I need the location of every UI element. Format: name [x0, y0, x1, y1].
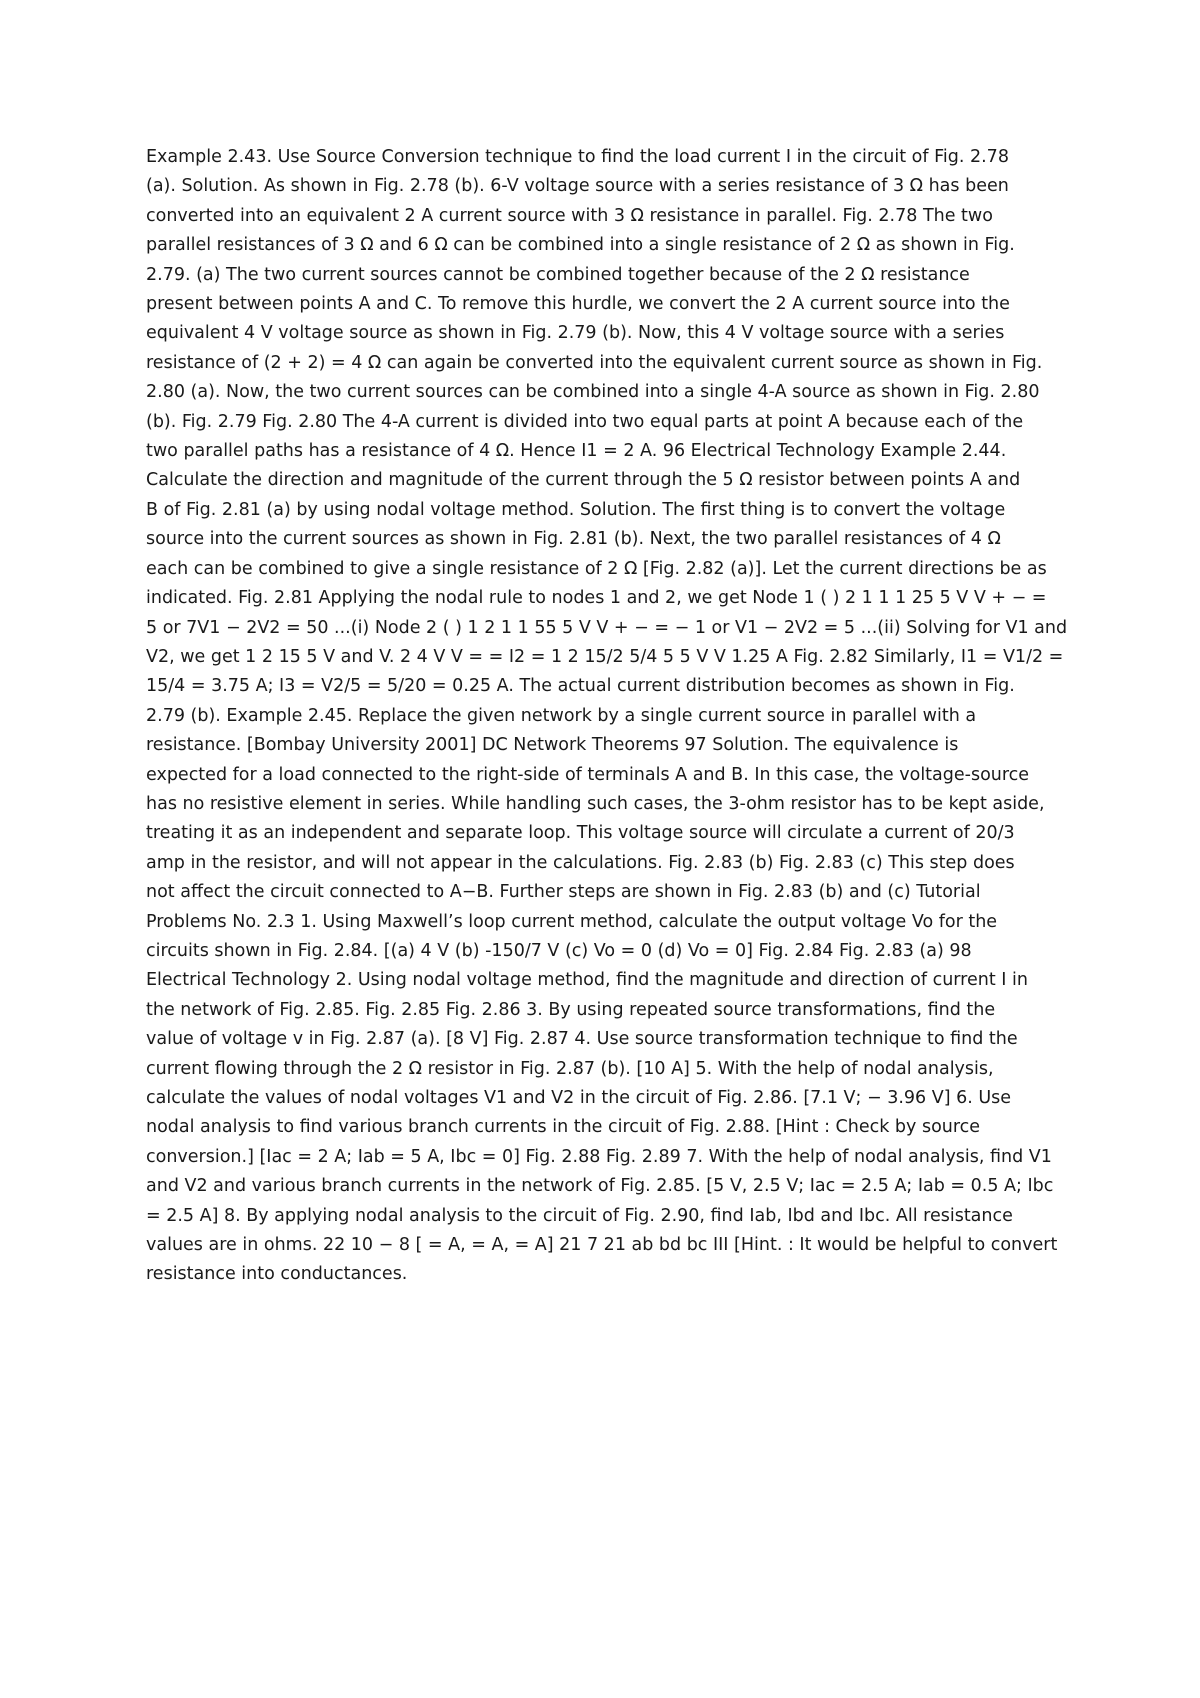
text-line: (a). Solution. As shown in Fig. 2.78 (b). 6-V voltage source with a series resistance of 3 Ω has been	[146, 176, 1009, 197]
text-line: value of voltage v in Fig. 2.87 (a). [8 V] Fig. 2.87 4. Use source transformation technique to find the	[146, 1029, 1018, 1050]
text-line: the network of Fig. 2.85. Fig. 2.85 Fig. 2.86 3. By using repeated source transformations, find the	[146, 999, 996, 1020]
text-line: (b). Fig. 2.79 Fig. 2.80 The 4-A current is divided into two equal parts at point A because each of the	[146, 411, 1024, 432]
text-line: has no resistive element in series. While handling such cases, the 3-ohm resistor has to be kept aside,	[146, 793, 1045, 814]
text-line: resistance of (2 + 2) = 4 Ω can again be converted into the equivalent current source as shown in Fig.	[146, 352, 1043, 373]
text-line: 2.79 (b). Example 2.45. Replace the given network by a single current source in parallel with a	[146, 705, 977, 726]
text-line: not affect the circuit connected to A−B. Further steps are shown in Fig. 2.83 (b) and (c) Tutorial	[146, 882, 981, 903]
text-line: each can be combined to give a single resistance of 2 Ω [Fig. 2.82 (a)]. Let the current directions be as	[146, 558, 1047, 579]
text-line: source into the current sources as shown in Fig. 2.81 (b). Next, the two parallel resistances of 4 Ω	[146, 529, 1001, 550]
text-line: V2, we get 1 2 15 5 V and V. 2 4 V V = = I2 = 1 2 15/2 5/4 5 5 V V 1.25 A Fig. 2.82 Similarly, I1 = V1/2 =	[146, 646, 1064, 667]
text-line: conversion.] [Iac = 2 A; Iab = 5 A, Ibc = 0] Fig. 2.88 Fig. 2.89 7. With the help of nodal analysis, find V1	[146, 1146, 1052, 1167]
text-line: equivalent 4 V voltage source as shown in Fig. 2.79 (b). Now, this 4 V voltage source with a series	[146, 323, 1005, 344]
text-line: Calculate the direction and magnitude of the current through the 5 Ω resistor between points A and	[146, 470, 1021, 491]
text-line: converted into an equivalent 2 A current source with 3 Ω resistance in parallel. Fig. 2.78 The two	[146, 205, 993, 226]
body-text	[146, 143, 1071, 1290]
text-line: values are in ohms. 22 10 − 8 [ = A, = A, = A] 21 7 21 ab bd bc III [Hint. : It would be helpful to convert	[146, 1235, 1058, 1256]
text-line: = 2.5 A] 8. By applying nodal analysis to the circuit of Fig. 2.90, find Iab, Ibd and Ibc. All resistance	[146, 1205, 1013, 1226]
text-line: Electrical Technology 2. Using nodal voltage method, find the magnitude and direction of current I in	[146, 970, 1028, 991]
text-line: expected for a load connected to the right-side of terminals A and B. In this case, the voltage-source	[146, 764, 1030, 785]
text-line: calculate the values of nodal voltages V1 and V2 in the circuit of Fig. 2.86. [7.1 V; − 3.96 V] 6. Use	[146, 1088, 1012, 1108]
text-line: 15/4 = 3.75 A; I3 = V2/5 = 5/20 = 0.25 A. The actual current distribution becomes as shown in Fig.	[146, 676, 1015, 697]
text-line: circuits shown in Fig. 2.84. [(a) 4 V (b) -150/7 V (c) Vo = 0 (d) Vo = 0] Fig. 2.84 Fig. 2.83 (a) 98	[146, 940, 972, 961]
text-line: B of Fig. 2.81 (a) by using nodal voltage method. Solution. The first thing is to convert the voltage	[146, 499, 1006, 520]
text-line: Problems No. 2.3 1. Using Maxwell’s loop current method, calculate the output voltage Vo for the	[146, 911, 998, 932]
text-line: parallel resistances of 3 Ω and 6 Ω can be combined into a single resistance of 2 Ω as shown in Fig.	[146, 235, 1015, 256]
text-line: Example 2.43. Use Source Conversion technique to find the load current I in the circuit of Fig. 2.78	[146, 147, 1009, 167]
text-line: resistance into conductances.	[146, 1264, 408, 1285]
text-line: present between points A and C. To remove this hurdle, we convert the 2 A current source into the	[146, 294, 1010, 315]
text-line: two parallel paths has a resistance of 4 Ω. Hence I1 = 2 A. 96 Electrical Technology Example 2.44.	[146, 441, 1007, 462]
text-line: current flowing through the 2 Ω resistor in Fig. 2.87 (b). [10 A] 5. With the help of nodal analysis,	[146, 1058, 994, 1079]
text-line: indicated. Fig. 2.81 Applying the nodal rule to nodes 1 and 2, we get Node 1 ( ) 2 1 1 1 25 5 V V + − =	[146, 588, 1047, 609]
text-line: resistance. [Bombay University 2001] DC Network Theorems 97 Solution. The equivalence is	[146, 735, 959, 756]
text-line: 2.79. (a) The two current sources cannot be combined together because of the 2 Ω resistance	[146, 264, 970, 285]
text-line: amp in the resistor, and will not appear in the calculations. Fig. 2.83 (b) Fig. 2.83 (c) This step does	[146, 852, 1015, 873]
text-line: 2.80 (a). Now, the two current sources can be combined into a single 4-A source as shown in Fig. 2.80	[146, 382, 1040, 403]
text-line: nodal analysis to find various branch currents in the circuit of Fig. 2.88. [Hint : Check by source	[146, 1117, 981, 1138]
text-line: treating it as an independent and separate loop. This voltage source will circulate a current of 20/3	[146, 823, 1015, 844]
text-line: and V2 and various branch currents in the network of Fig. 2.85. [5 V, 2.5 V; Iac = 2.5 A; Iab = 0.5 A; Ibc	[146, 1176, 1054, 1197]
text-line: 5 or 7V1 − 2V2 = 50 ...(i) Node 2 ( ) 1 2 1 1 55 5 V V + − = − 1 or V1 − 2V2 = 5 ...(ii) Solving for V1 and	[146, 617, 1068, 638]
